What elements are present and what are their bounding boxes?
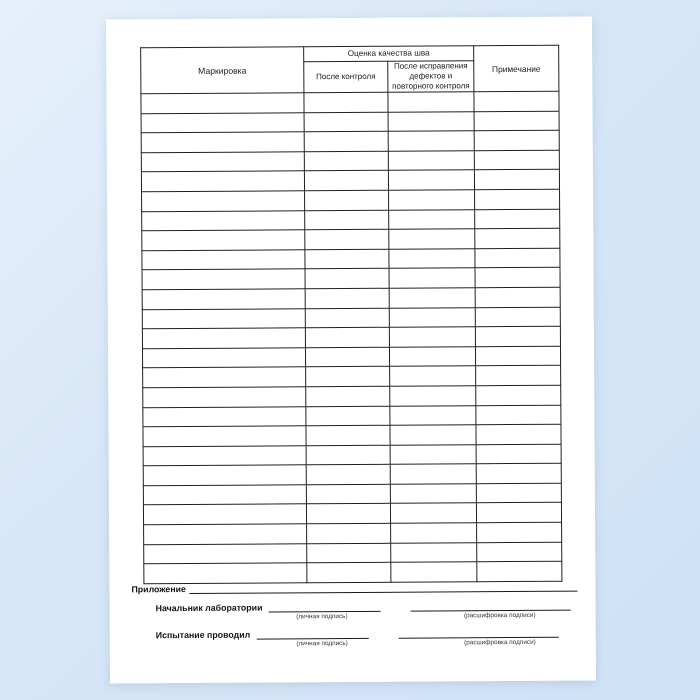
table-cell-after_control[interactable]: [306, 504, 390, 524]
table-cell-note[interactable]: [474, 150, 559, 170]
table-row: [141, 111, 559, 133]
table-cell-note[interactable]: [477, 522, 562, 542]
table-cell-after_fix[interactable]: [390, 366, 476, 386]
name-field-head-of-lab[interactable]: [410, 601, 570, 612]
table-cell-marking[interactable]: [143, 465, 306, 486]
table-cell-after_control[interactable]: [306, 386, 390, 406]
attachment-input[interactable]: [190, 582, 578, 594]
table-cell-marking[interactable]: [141, 132, 304, 153]
table-cell-after_fix[interactable]: [391, 542, 477, 562]
table-row: [143, 463, 561, 485]
table-row: [144, 542, 562, 564]
table-row: [141, 150, 559, 172]
signature-caption-tester: (личная подпись): [296, 640, 348, 648]
table-cell-after_control[interactable]: [304, 112, 388, 132]
table-cell-after_fix[interactable]: [388, 131, 474, 151]
table-row: [143, 424, 561, 446]
table-body: [141, 91, 562, 583]
table-cell-after_control[interactable]: [305, 347, 389, 367]
name-caption-tester: (расшифровка подписи): [464, 638, 536, 647]
table-cell-after_fix[interactable]: [389, 209, 475, 229]
column-header-note: Примечание: [474, 45, 559, 92]
table-row: [143, 405, 561, 427]
table-cell-after_fix[interactable]: [389, 288, 475, 308]
table-row: [144, 522, 562, 544]
table-cell-after_control[interactable]: [305, 249, 389, 269]
table-row: [142, 189, 560, 211]
name-caption-head-of-lab: (расшифровка подписи): [463, 611, 536, 620]
signatory-role-tester: Испытание проводил: [155, 629, 251, 641]
table-cell-marking[interactable]: [142, 250, 305, 271]
signature-captions-head-of-lab: [132, 612, 578, 622]
table-cell-marking[interactable]: [143, 426, 306, 447]
table-row: [143, 385, 561, 407]
table-cell-note[interactable]: [476, 444, 561, 464]
table-cell-marking[interactable]: [141, 152, 304, 173]
table-cell-after_fix[interactable]: [389, 190, 475, 210]
quality-control-table: [140, 45, 562, 584]
table-row: [141, 91, 559, 113]
table-cell-note[interactable]: [474, 91, 559, 111]
table-cell-marking[interactable]: [142, 191, 305, 212]
table-cell-marking[interactable]: [142, 210, 305, 231]
table-cell-after_control[interactable]: [306, 484, 390, 504]
table-row: [142, 268, 560, 290]
table-cell-note[interactable]: [475, 346, 560, 366]
table-cell-note[interactable]: [476, 463, 561, 483]
table-cell-marking[interactable]: [142, 269, 305, 290]
table-cell-after_fix[interactable]: [388, 111, 474, 131]
table-cell-after_fix[interactable]: [389, 346, 475, 366]
table-cell-after_control[interactable]: [304, 131, 388, 151]
table-cell-note[interactable]: [476, 424, 561, 444]
table-cell-note[interactable]: [475, 209, 560, 229]
table-cell-note[interactable]: [474, 170, 559, 190]
table-cell-note[interactable]: [477, 542, 562, 562]
table-cell-after_control[interactable]: [306, 425, 390, 445]
signature-field-tester[interactable]: [256, 629, 368, 640]
table-cell-marking[interactable]: [142, 308, 305, 329]
form-footer: [131, 573, 577, 649]
table-cell-after_control[interactable]: [304, 151, 388, 171]
table-cell-marking[interactable]: [141, 171, 304, 192]
table-cell-note[interactable]: [475, 307, 560, 327]
signature-captions-tester: [132, 639, 578, 649]
table-row: [141, 130, 559, 152]
table-row: [142, 287, 560, 309]
table-cell-note[interactable]: [476, 483, 561, 503]
table-cell-note[interactable]: [476, 385, 561, 405]
table-row: [142, 209, 560, 231]
table-cell-marking[interactable]: [141, 112, 304, 133]
column-header-after-control: После контроля: [304, 61, 388, 93]
table-cell-after_control[interactable]: [305, 288, 389, 308]
column-header-marking: Маркировка: [141, 47, 304, 94]
table-cell-after_control[interactable]: [304, 92, 388, 112]
table-cell-after_fix[interactable]: [388, 170, 474, 190]
signature-caption-head-of-lab: (личная подпись): [296, 613, 348, 621]
table-row: [141, 170, 559, 192]
table-cell-after_fix[interactable]: [388, 92, 474, 112]
attachment-label: Приложение: [131, 584, 186, 595]
table-cell-note[interactable]: [474, 111, 559, 131]
table-cell-after_control[interactable]: [305, 269, 389, 289]
table-cell-marking[interactable]: [143, 406, 306, 427]
name-field-tester[interactable]: [398, 628, 558, 639]
table-cell-after_control[interactable]: [305, 229, 389, 249]
table-cell-after_control[interactable]: [305, 190, 389, 210]
table-row: [143, 366, 561, 388]
table-cell-after_fix[interactable]: [388, 151, 474, 171]
table-cell-note[interactable]: [475, 287, 560, 307]
table-cell-note[interactable]: [476, 405, 561, 425]
table-cell-after_fix[interactable]: [391, 523, 477, 543]
table-cell-after_fix[interactable]: [390, 425, 476, 445]
table-cell-note[interactable]: [476, 503, 561, 523]
table-row: [142, 228, 560, 250]
table-cell-marking[interactable]: [142, 230, 305, 251]
table-cell-after_fix[interactable]: [389, 268, 475, 288]
document-page: [106, 17, 596, 684]
column-header-after-fix: После исправления дефектов и повторного контроля: [388, 61, 474, 93]
table-row: [142, 346, 560, 368]
attachment-line: [131, 582, 577, 595]
form-sheet: [140, 45, 561, 584]
table-cell-note[interactable]: [475, 326, 560, 346]
table-cell-after_fix[interactable]: [390, 484, 476, 504]
table-cell-after_control[interactable]: [306, 406, 390, 426]
table-cell-note[interactable]: [476, 366, 561, 386]
table-cell-marking[interactable]: [143, 445, 306, 466]
table-cell-after_fix[interactable]: [389, 248, 475, 268]
table-cell-marking[interactable]: [144, 524, 307, 545]
table-cell-note[interactable]: [475, 268, 560, 288]
table-cell-marking[interactable]: [143, 367, 306, 388]
table-cell-marking[interactable]: [143, 387, 306, 408]
table-cell-after_fix[interactable]: [390, 386, 476, 406]
table-row: [142, 248, 560, 270]
table-cell-after_control[interactable]: [305, 327, 389, 347]
table-cell-after_control[interactable]: [306, 465, 390, 485]
table-cell-after_fix[interactable]: [390, 405, 476, 425]
table-header: [141, 45, 559, 94]
table-cell-after_control[interactable]: [305, 308, 389, 328]
table-cell-after_control[interactable]: [307, 523, 391, 543]
signature-field-head-of-lab[interactable]: [268, 602, 380, 613]
table-cell-marking[interactable]: [142, 347, 305, 368]
table-cell-marking[interactable]: [143, 485, 306, 506]
table-cell-after_fix[interactable]: [389, 307, 475, 327]
table-row: [142, 307, 560, 329]
table-cell-after_fix[interactable]: [389, 327, 475, 347]
table-cell-after_fix[interactable]: [390, 444, 476, 464]
table-cell-after_fix[interactable]: [389, 229, 475, 249]
table-cell-after_control[interactable]: [305, 210, 389, 230]
table-cell-after_control[interactable]: [307, 543, 391, 563]
table-cell-marking[interactable]: [141, 93, 304, 114]
table-cell-after_control[interactable]: [306, 445, 390, 465]
table-cell-note[interactable]: [475, 228, 560, 248]
table-cell-after_fix[interactable]: [390, 503, 476, 523]
table-row: [143, 444, 561, 466]
table-cell-after_control[interactable]: [306, 367, 390, 387]
table-cell-marking[interactable]: [142, 289, 305, 310]
table-cell-marking[interactable]: [143, 504, 306, 525]
table-row: [142, 326, 560, 348]
table-cell-after_fix[interactable]: [390, 464, 476, 484]
column-group-header-weld-quality: Оценка качества шва: [304, 46, 474, 62]
table-cell-note[interactable]: [475, 248, 560, 268]
table-row: [143, 503, 561, 525]
table-cell-note[interactable]: [474, 130, 559, 150]
table-cell-marking[interactable]: [144, 543, 307, 564]
signatory-role-head-of-lab: Начальник лаборатории: [155, 602, 263, 614]
table-cell-note[interactable]: [475, 189, 560, 209]
table-cell-after_control[interactable]: [304, 171, 388, 191]
table-row: [143, 483, 561, 505]
table-cell-marking[interactable]: [142, 328, 305, 349]
